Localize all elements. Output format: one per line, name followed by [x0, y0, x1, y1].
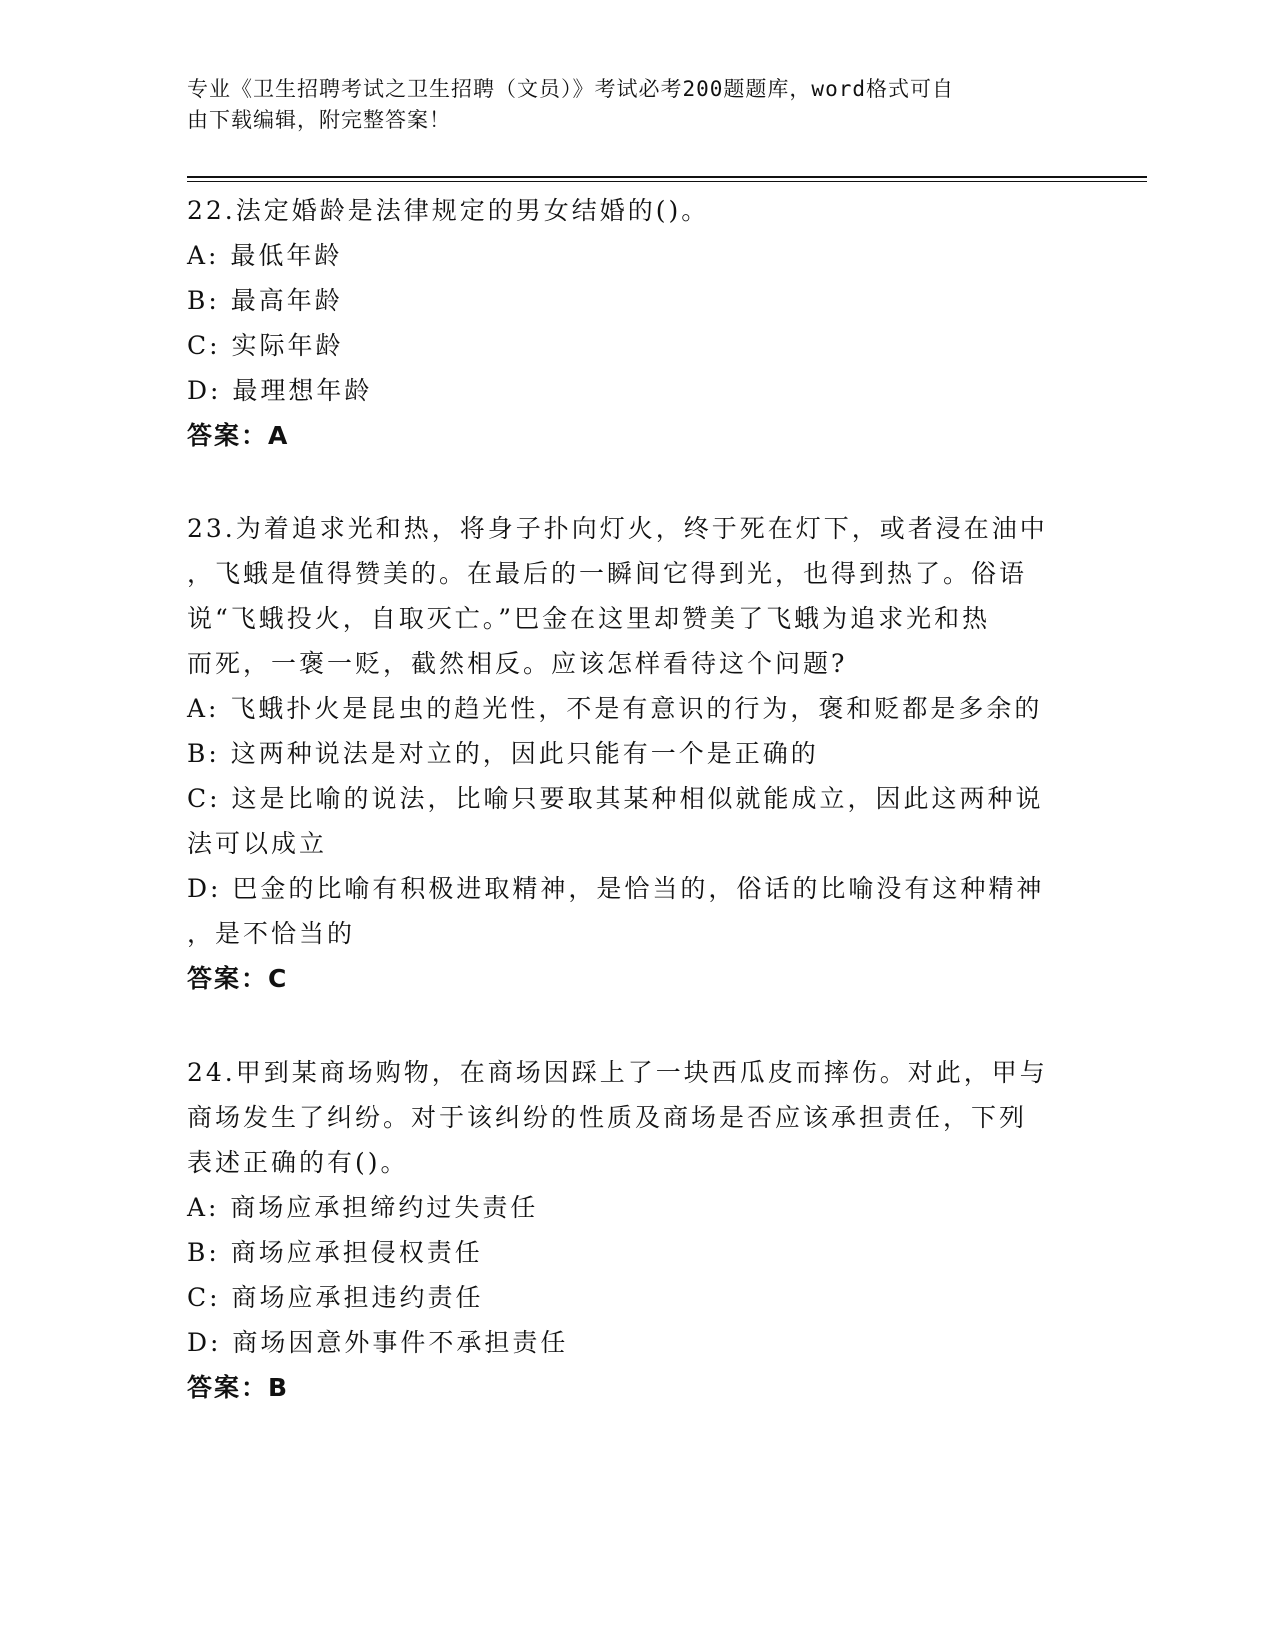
question-stem-line: 22.法定婚龄是法律规定的男女结婚的()。 [187, 196, 710, 225]
question-stem-line: 24.甲到某商场购物，在商场因踩上了一块西瓜皮而摔伤。对此，甲与 [187, 1058, 1048, 1087]
question-stem-line: 说“飞蛾投火，自取灭亡。”巴金在这里却赞美了飞蛾为追求光和热 [187, 604, 991, 633]
option-c: C: 商场应承担违约责任 [187, 1283, 484, 1312]
question-stem-line: 表述正确的有()。 [187, 1148, 409, 1177]
question-22 [187, 188, 1077, 458]
option-d-continued: ，是不恰当的 [187, 919, 356, 948]
answer-label: 答案：C [187, 964, 289, 993]
option-a: A: 商场应承担缔约过失责任 [187, 1193, 539, 1222]
option-c-continued: 法可以成立 [187, 829, 328, 858]
answer-label: 答案：B [187, 1373, 290, 1402]
option-d: D: 巴金的比喻有积极进取精神，是恰当的，俗话的比喻没有这种精神 [187, 874, 1045, 903]
question-24 [187, 1050, 1077, 1410]
option-b: B: 商场应承担侵权责任 [187, 1238, 483, 1267]
option-b: B: 这两种说法是对立的，因此只能有一个是正确的 [187, 739, 819, 768]
question-stem-line: 商场发生了纠纷。对于该纠纷的性质及商场是否应该承担责任，下列 [187, 1103, 1028, 1132]
option-a: A: 飞蛾扑火是昆虫的趋光性，不是有意识的行为，褒和贬都是多余的 [187, 694, 1043, 723]
option-d: D: 最理想年龄 [187, 376, 373, 405]
question-stem-line: 23.为着追求光和热，将身子扑向灯火，终于死在灯下，或者浸在油中 [187, 514, 1048, 543]
option-a: A: 最低年龄 [187, 241, 343, 270]
option-c: C: 这是比喻的说法，比喻只要取其某种相似就能成立，因此这两种说 [187, 784, 1044, 813]
header-line-2: 由下载编辑，附完整答案！ [187, 108, 451, 132]
header-rule-thin [187, 181, 1147, 182]
option-b: B: 最高年龄 [187, 286, 343, 315]
option-c: C: 实际年龄 [187, 331, 344, 360]
header-line-1: 专业《卫生招聘考试之卫生招聘（文员）》考试必考200题题库，word格式可自 [187, 77, 954, 101]
answer-label: 答案：A [187, 421, 290, 450]
question-stem-line: 而死，一褒一贬，截然相反。应该怎样看待这个问题? [187, 649, 848, 678]
option-d: D: 商场因意外事件不承担责任 [187, 1328, 569, 1357]
question-23 [187, 506, 1077, 1001]
header-rule-thick [187, 176, 1147, 178]
question-stem-line: ，飞蛾是值得赞美的。在最后的一瞬间它得到光，也得到热了。俗语 [187, 559, 1028, 588]
document-header [187, 74, 1067, 136]
